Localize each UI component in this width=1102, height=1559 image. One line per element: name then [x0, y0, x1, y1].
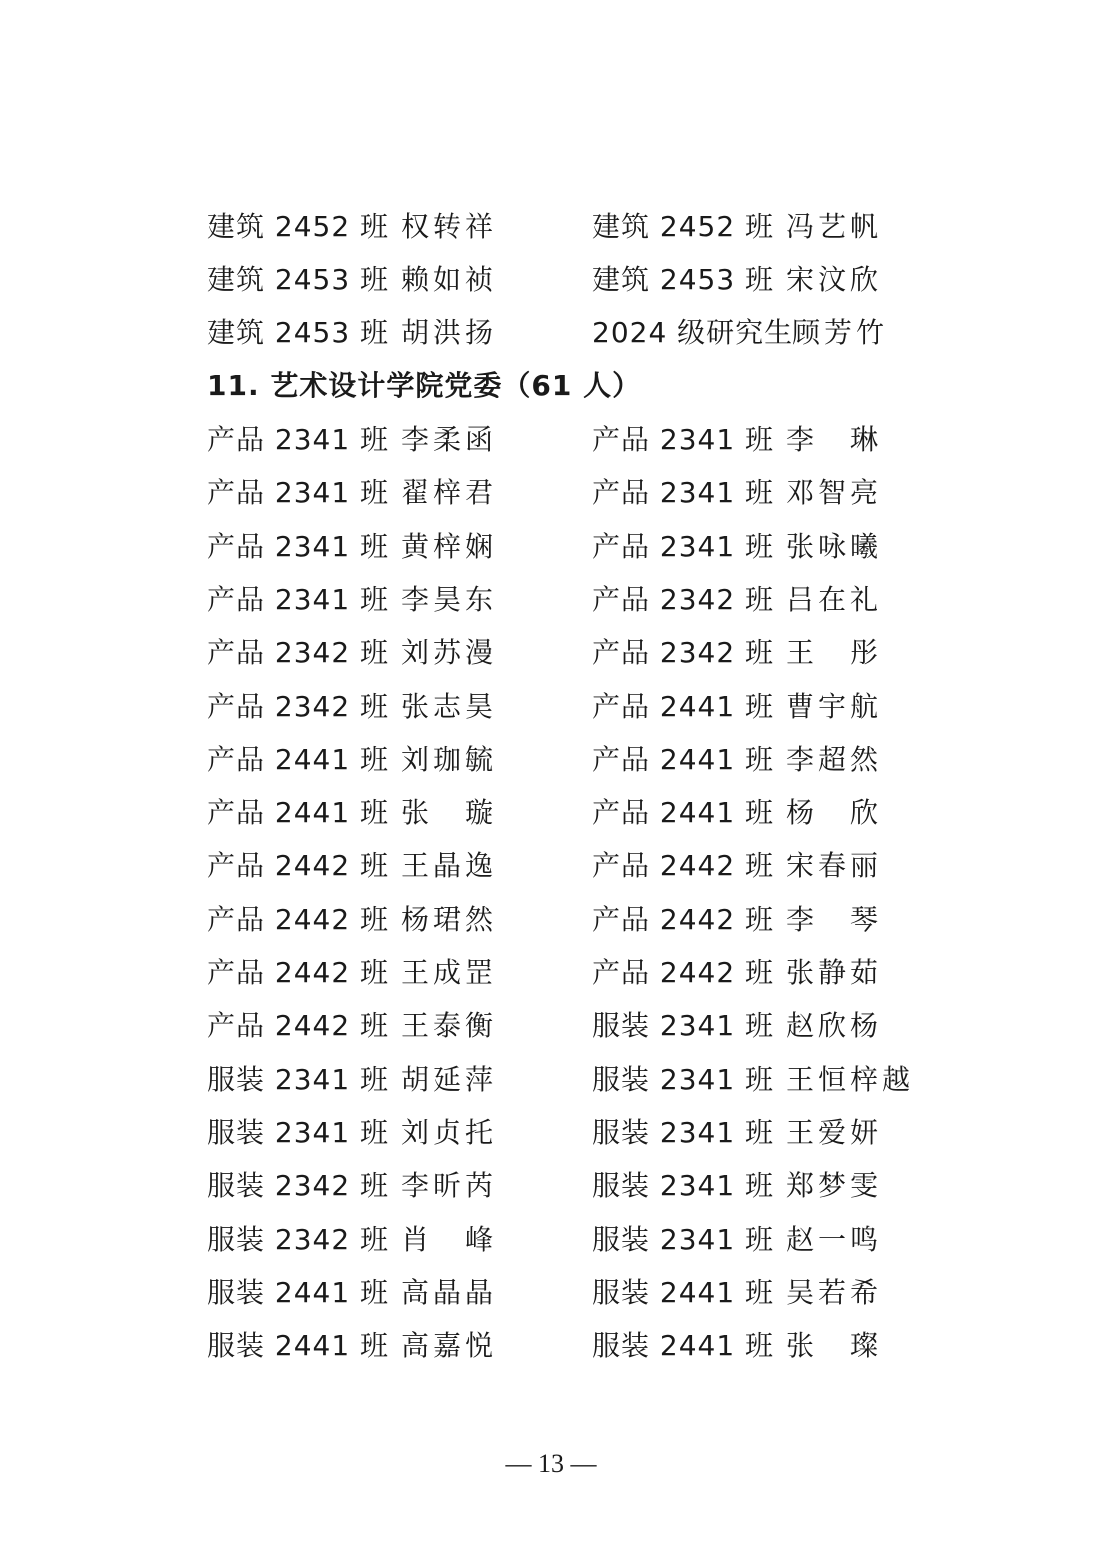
class-label: 建筑 2453 班	[207, 263, 390, 296]
list-row	[0, 793, 1102, 833]
list-entry-left	[207, 846, 498, 886]
list-row	[0, 1166, 1102, 1206]
student-name: 郑梦雯	[786, 1169, 883, 1202]
list-entry-left	[207, 207, 498, 247]
list-entry-left	[207, 420, 498, 460]
class-label: 产品 2441 班	[592, 690, 775, 723]
list-row	[0, 580, 1102, 620]
student-name: 肖 峰	[401, 1223, 498, 1256]
list-entry-right	[592, 1166, 883, 1206]
student-name: 高晶晶	[401, 1276, 498, 1309]
student-name: 曹宇航	[786, 690, 883, 723]
class-label: 产品 2342 班	[592, 583, 775, 616]
list-entry-left	[207, 633, 498, 673]
list-entry-right	[592, 900, 883, 940]
class-label: 产品 2342 班	[207, 636, 390, 669]
list-entry-left	[207, 260, 498, 300]
class-label: 产品 2442 班	[207, 1009, 390, 1042]
class-label: 服装 2341 班	[207, 1063, 390, 1096]
student-name: 赵欣杨	[786, 1009, 883, 1042]
class-label: 产品 2341 班	[207, 583, 390, 616]
list-row	[0, 687, 1102, 727]
student-name: 张 璇	[401, 796, 498, 829]
student-name: 顾芳竹	[792, 316, 889, 349]
list-row	[0, 1326, 1102, 1366]
list-row	[0, 1060, 1102, 1100]
list-entry-right	[592, 1220, 883, 1260]
student-name: 李 琳	[786, 423, 883, 456]
class-label: 服装 2341 班	[592, 1063, 775, 1096]
class-label: 产品 2341 班	[592, 423, 775, 456]
class-label: 服装 2441 班	[207, 1276, 390, 1309]
list-entry-left	[207, 687, 498, 727]
student-name: 李柔函	[401, 423, 498, 456]
student-name: 杨珺然	[401, 903, 498, 936]
list-entry-right	[592, 846, 883, 886]
student-name: 刘珈毓	[401, 743, 498, 776]
student-name: 李 琴	[786, 903, 883, 936]
student-name: 张咏曦	[786, 530, 883, 563]
list-row	[0, 420, 1102, 460]
student-name: 王爱妍	[786, 1116, 883, 1149]
list-row	[0, 846, 1102, 886]
list-entry-left	[207, 1273, 498, 1313]
student-name: 赖如祯	[401, 263, 498, 296]
class-label: 产品 2441 班	[207, 796, 390, 829]
class-label: 建筑 2453 班	[207, 316, 390, 349]
student-name: 邓智亮	[786, 476, 883, 509]
class-label: 服装 2341 班	[592, 1116, 775, 1149]
student-name: 刘贞托	[401, 1116, 498, 1149]
list-entry-right	[592, 1326, 883, 1366]
student-name: 王成罡	[401, 956, 498, 989]
class-label: 产品 2341 班	[207, 423, 390, 456]
student-name: 宋汶欣	[786, 263, 883, 296]
class-label: 服装 2441 班	[592, 1276, 775, 1309]
student-name: 李超然	[786, 743, 883, 776]
list-entry-left	[207, 473, 498, 513]
list-entry-right	[592, 687, 883, 727]
list-row	[0, 473, 1102, 513]
student-name: 王 彤	[786, 636, 883, 669]
list-entry-right	[592, 313, 889, 353]
list-entry-right	[592, 793, 883, 833]
list-entry-right	[592, 580, 883, 620]
list-entry-left	[207, 1113, 498, 1153]
list-entry-left	[207, 313, 498, 353]
class-label: 建筑 2452 班	[207, 210, 390, 243]
class-label: 服装 2341 班	[592, 1009, 775, 1042]
class-label: 产品 2442 班	[207, 903, 390, 936]
class-label: 产品 2441 班	[592, 743, 775, 776]
list-entry-right	[592, 207, 883, 247]
list-row	[0, 1006, 1102, 1046]
student-name: 张志昊	[401, 690, 498, 723]
student-name: 胡延萍	[401, 1063, 498, 1096]
class-label: 产品 2442 班	[592, 903, 775, 936]
class-label: 产品 2442 班	[207, 956, 390, 989]
class-label: 产品 2341 班	[592, 530, 775, 563]
list-entry-left	[207, 953, 498, 993]
student-name: 李昕芮	[401, 1169, 498, 1202]
class-label: 建筑 2452 班	[592, 210, 775, 243]
class-label: 服装 2441 班	[592, 1329, 775, 1362]
list-entry-left	[207, 1326, 498, 1366]
list-entry-left	[207, 740, 498, 780]
class-label: 服装 2341 班	[592, 1169, 775, 1202]
class-label: 服装 2342 班	[207, 1169, 390, 1202]
class-label: 产品 2442 班	[207, 849, 390, 882]
class-label: 建筑 2453 班	[592, 263, 775, 296]
list-entry-right	[592, 1006, 883, 1046]
list-row	[0, 740, 1102, 780]
class-label: 产品 2442 班	[592, 956, 775, 989]
list-entry-right	[592, 740, 883, 780]
student-name: 杨 欣	[786, 796, 883, 829]
list-entry-left	[207, 1220, 498, 1260]
class-label: 产品 2342 班	[592, 636, 775, 669]
class-label: 服装 2341 班	[207, 1116, 390, 1149]
list-entry-right	[592, 260, 883, 300]
class-label: 服装 2341 班	[592, 1223, 775, 1256]
class-label: 产品 2341 班	[207, 476, 390, 509]
student-name: 黄梓娴	[401, 530, 498, 563]
student-name: 吴若希	[786, 1276, 883, 1309]
list-entry-right	[592, 527, 883, 567]
list-entry-right	[592, 953, 883, 993]
class-label: 产品 2441 班	[592, 796, 775, 829]
class-label: 产品 2341 班	[207, 530, 390, 563]
list-row	[0, 527, 1102, 567]
list-entry-left	[207, 580, 498, 620]
student-name: 张 璨	[786, 1329, 883, 1362]
student-name: 翟梓君	[401, 476, 498, 509]
list-entry-left	[207, 1166, 498, 1206]
list-entry-right	[592, 1273, 883, 1313]
list-row	[0, 207, 1102, 247]
student-name: 赵一鸣	[786, 1223, 883, 1256]
list-row	[0, 1220, 1102, 1260]
class-label: 2024 级研究生	[592, 316, 794, 349]
class-label: 服装 2342 班	[207, 1223, 390, 1256]
list-entry-left	[207, 900, 498, 940]
student-name: 刘苏漫	[401, 636, 498, 669]
list-entry-right	[592, 1060, 915, 1100]
class-label: 产品 2442 班	[592, 849, 775, 882]
list-entry-right	[592, 420, 883, 460]
list-entry-left	[207, 793, 498, 833]
student-name: 胡洪扬	[401, 316, 498, 349]
student-name: 吕在礼	[786, 583, 883, 616]
section-heading: 11. 艺术设计学院党委（61 人）	[207, 369, 642, 402]
student-name: 王晶逸	[401, 849, 498, 882]
page-number: — 13 —	[505, 1449, 597, 1478]
list-entry-right	[592, 633, 883, 673]
student-name: 王恒梓越	[786, 1063, 915, 1096]
student-name: 宋春丽	[786, 849, 883, 882]
list-row	[0, 1273, 1102, 1313]
list-row	[0, 1113, 1102, 1153]
list-entry-right	[592, 1113, 883, 1153]
list-entry-left	[207, 1006, 498, 1046]
student-name: 李昊东	[401, 583, 498, 616]
list-entry-left	[207, 1060, 498, 1100]
list-entry-right	[592, 473, 883, 513]
class-label: 产品 2342 班	[207, 690, 390, 723]
student-name: 张静茹	[786, 956, 883, 989]
class-label: 产品 2341 班	[592, 476, 775, 509]
class-label: 服装 2441 班	[207, 1329, 390, 1362]
list-row	[0, 260, 1102, 300]
list-row	[0, 953, 1102, 993]
list-entry-left	[207, 527, 498, 567]
student-name: 冯艺帆	[786, 210, 883, 243]
class-label: 产品 2441 班	[207, 743, 390, 776]
student-name: 高嘉悦	[401, 1329, 498, 1362]
list-row	[0, 633, 1102, 673]
student-name: 权转祥	[401, 210, 498, 243]
list-row	[0, 900, 1102, 940]
student-name: 王泰衡	[401, 1009, 498, 1042]
list-row	[0, 313, 1102, 353]
